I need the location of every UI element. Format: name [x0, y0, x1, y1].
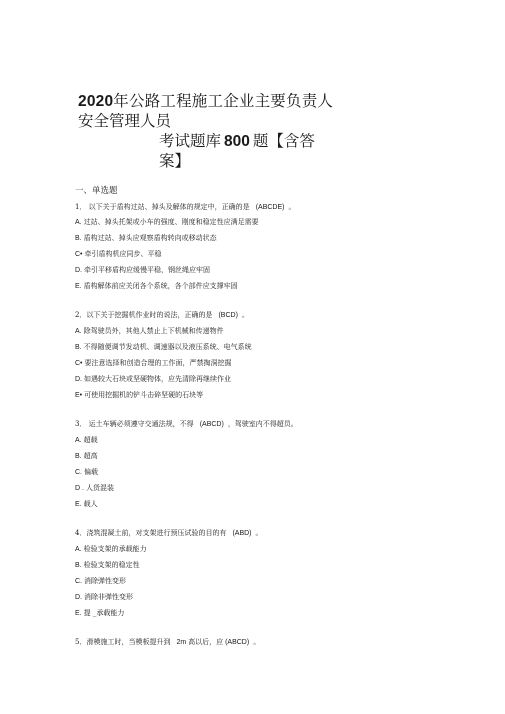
option-letter: B.: [75, 344, 82, 351]
document-title-line-3: [159, 131, 339, 152]
document-title-line-1: [78, 91, 358, 112]
title-question-count: 800: [224, 133, 250, 150]
option-letter: A.: [75, 437, 82, 444]
option-text: 要注意选择和创造合理的工作面，严禁掏洞挖掘: [84, 359, 232, 367]
title-line3-b: 题【含答: [252, 132, 315, 150]
question-3-option-c: [75, 467, 98, 478]
option-text: 人货混装: [85, 484, 114, 492]
option-letter: A.: [75, 328, 82, 335]
option-text: 除驾驶员外，其他人禁止上下机械和传递物件: [83, 327, 224, 335]
option-text: 消除非弹性变形: [84, 593, 133, 601]
option-text: 检验支架的承载能力: [83, 545, 147, 553]
question-1-option-c: [75, 249, 162, 260]
option-text: 检验支架的稳定性: [83, 561, 140, 569]
question-2-option-c: [75, 358, 232, 369]
option-letter: E.: [75, 283, 82, 290]
title-year: 2020: [78, 93, 114, 110]
title-line1-text: 年公路工程施工企业主要负责人: [113, 92, 334, 110]
question-5-answer: 2m 高以后，应 (ABCD): [176, 639, 250, 646]
option-text: 不得随便调节发动机、调速器以及液压系统、电气系统: [83, 343, 252, 351]
question-3-option-b: [75, 451, 98, 462]
option-letter: B.: [75, 562, 82, 569]
question-4-tail: 。: [255, 529, 263, 537]
option-letter: B.: [75, 235, 82, 242]
question-3-option-e: [75, 499, 98, 510]
question-2-answer: (BCD): [218, 312, 238, 319]
question-2-option-d: [75, 374, 231, 385]
question-5-text: 5．滑模施工时，当模板提升到: [75, 638, 171, 646]
question-4-stem: [75, 528, 263, 539]
question-2-text: 2．以下关于挖掘机作业时的说法，正确的是: [75, 311, 213, 319]
question-4-option-c: [75, 576, 126, 587]
option-letter: A.: [75, 219, 82, 226]
question-1-option-e: [75, 281, 238, 292]
question-3-option-a: [75, 435, 98, 446]
option-letter: D .: [75, 485, 84, 492]
option-letter: B.: [75, 453, 82, 460]
question-5-tail: 。: [253, 638, 261, 646]
question-1-text: 1． 以下关于盾构过站、掉头及解体的规定中，正确的是: [75, 203, 250, 211]
option-letter: A.: [75, 546, 82, 553]
option-text: 牵引平移盾构应缓慢平稳，钢丝绳应牢固: [84, 266, 210, 274]
question-2-option-a: [75, 326, 224, 337]
option-text: 盾构解体前应关闭各个系统，各个部件应支撑牢固: [83, 282, 238, 290]
option-letter: C.: [75, 469, 82, 476]
option-text: 偏载: [84, 468, 98, 476]
document-title-line-2: 安全管理人员: [78, 112, 172, 130]
option-letter: D.: [75, 594, 82, 601]
question-3-option-d: [75, 483, 114, 494]
option-text: 如遇较大石块或坚硬物体，应先清除再继续作业: [84, 375, 231, 383]
option-letter: C.: [75, 578, 82, 585]
question-1-option-b: [75, 233, 217, 244]
option-text: 盾构过站、掉头应观察盾构转向或移动状态: [83, 234, 217, 242]
option-text: 超载: [83, 436, 98, 444]
option-text: 过站、掉头托架或小车的强度、刚度和稳定性应满足需要: [83, 218, 259, 226]
option-text: 载人: [83, 500, 98, 508]
option-letter: D.: [75, 376, 82, 383]
question-2-stem: [75, 310, 249, 321]
question-4-option-e: [75, 608, 124, 619]
option-letter: D.: [75, 267, 82, 274]
question-2-option-b: [75, 342, 252, 353]
question-1-option-a: [75, 217, 259, 228]
question-1-tail: 。: [288, 203, 296, 211]
option-letter: E.: [75, 610, 82, 617]
option-text: 可使用挖掘机的铲斗击碎坚硬的石块等: [84, 391, 204, 399]
question-3-tail: ，驾驶室内不得超员。: [227, 420, 298, 428]
question-4-option-a: [75, 544, 147, 555]
document-title-line-4: 案】: [159, 152, 191, 170]
option-text: 消除弹性变形: [84, 577, 126, 585]
question-5-stem: [75, 637, 260, 648]
question-1-stem: [75, 202, 295, 213]
question-3-stem: [75, 419, 298, 430]
option-letter: C•: [75, 251, 83, 258]
question-3-text: 3． 运土车辆必须遵守交通法规，不得: [75, 420, 194, 428]
question-4-option-d: [75, 592, 133, 603]
question-4-answer: (ABD): [232, 530, 252, 537]
question-1-option-d: [75, 265, 210, 276]
question-2-option-e: [75, 390, 203, 401]
option-text: 提 _承载能力: [83, 609, 125, 617]
question-2-tail: 。: [241, 311, 249, 319]
option-letter: E•: [75, 392, 83, 399]
option-letter: E.: [75, 501, 82, 508]
section-heading: 一、单选题: [75, 186, 118, 196]
title-line3-a: 考试题库: [159, 132, 222, 150]
question-4-option-b: [75, 560, 140, 571]
question-1-answer: (ABCDE): [255, 204, 285, 211]
option-text: 牵引盾构机应同步、平稳: [84, 250, 162, 258]
question-4-text: 4．浇筑混凝土前，对支架进行预压试验的目的有: [75, 529, 227, 537]
option-letter: C•: [75, 360, 83, 367]
option-text: 超高: [83, 452, 98, 460]
question-3-answer: (ABCD): [199, 421, 224, 428]
